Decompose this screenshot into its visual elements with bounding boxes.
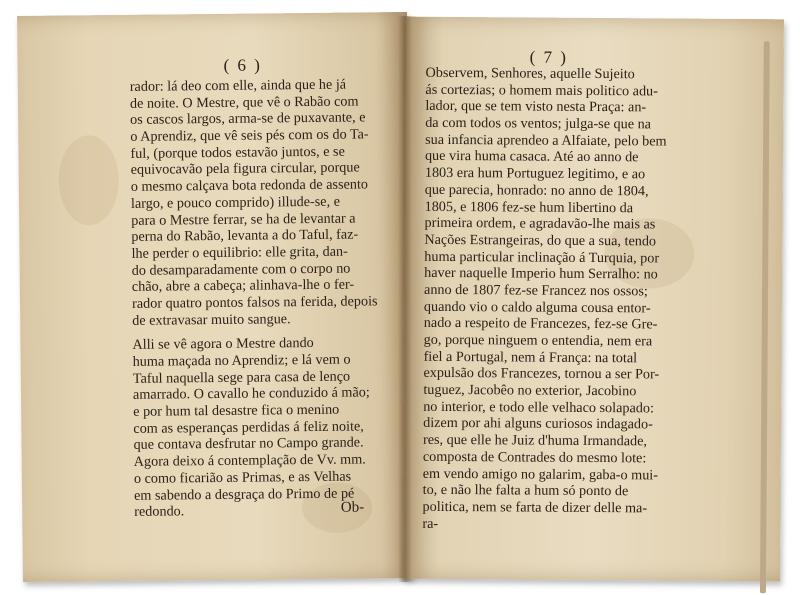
text-line: haver naquelle Imperio hum Serralho: no (424, 265, 658, 283)
text-line: o mesmo calçava bota redonda de assento (130, 176, 369, 195)
text-line: fiel a Portugal, nem á França: na total (423, 348, 638, 366)
text-line: composta de Contrades do mesmo lote: (422, 448, 647, 467)
text-line: com as esperanças perdidas á feliz noite, (133, 418, 364, 437)
text-line: os cascos largos, arma-se de puxavante, e (130, 109, 366, 129)
text-line: largo, e pouco comprido) illude-se, e (130, 193, 341, 212)
text-line: 1805, e 1806 fez-se hum libertino da (424, 198, 634, 216)
text-line: expulsão dos Francezes, tornou a ser Por- (423, 365, 660, 383)
text-line: o Aprendiz, que vê seis pés com os do Ta- (130, 126, 369, 145)
text-line: to, e não lhe falta a hum só ponto de (422, 482, 629, 500)
text-line: redondo. (134, 503, 185, 521)
left-page (17, 12, 413, 582)
right-page-text (422, 65, 677, 534)
text-line: amarrado. O cavallo he conduzido á mão; (132, 384, 370, 404)
text-line: e por hum tal desastre fica o menino (133, 401, 340, 420)
text-line: res, que elle he Juiz d'huma Irmandade, (422, 431, 648, 450)
text-line: Observem, Senhores, aquelle Sujeito (425, 64, 635, 83)
text-line: em vendo amigo no galarim, gaba-o mui- (422, 465, 659, 483)
right-page-number: ( 7 ) (529, 47, 569, 67)
text-line: de extravasar muito sangue. (132, 310, 291, 329)
text-line: o como ficarião as Primas, e as Velhas (133, 468, 352, 487)
text-line: lhe perder o equilibrio: elle grita, dan- (131, 243, 348, 262)
text-line: perna do Rabão, levanta a do Taful, faz- (131, 226, 359, 246)
left-page-text (130, 76, 387, 520)
text-line: rador: lá deo com elle, ainda que he já (129, 76, 347, 95)
page-edge (760, 41, 770, 593)
text-line: go, porque ninguem o entendia, nem era (423, 331, 653, 350)
text-line: de noite. O Mestre, que vê o Rabão com (129, 93, 359, 112)
catchword: Ob- (340, 499, 365, 516)
text-line: do desamparadamente com o corpo no (131, 260, 351, 279)
text-line: lador, que se tem visto nesta Praça: an- (425, 98, 647, 116)
right-page (402, 17, 784, 582)
text-line: sua infancia aprendeo a Alfaiate, pelo bem (425, 131, 667, 150)
left-page-number: ( 6 ) (223, 55, 263, 75)
text-line: huma maçada no Aprendiz; e lá vem o (132, 351, 351, 370)
text-line: quando vio o caldo alguma cousa entor- (423, 298, 651, 317)
text-line: no interior, e todo elle velhaco solapado: (423, 398, 654, 417)
text-line: chão, abre a cabeça; alinhava-lhe o fer- (131, 276, 355, 296)
text-line: 1803 era hum Portuguez legitimo, e ao (424, 164, 646, 183)
text-line: primeira ordem, e agradavão-lhe mais as (424, 215, 656, 233)
text-line: ás cortezias; o homem mais politico adu- (425, 81, 658, 100)
text-line: para o Mestre ferrar, se ha de levantar a (131, 210, 356, 229)
text-line: que parecia, honrado: no anno de 1804, (424, 181, 649, 200)
text-line: Agora deixo á contemplação de Vv. mm. (133, 451, 366, 470)
book-gutter (398, 16, 412, 582)
text-line: que contava desfrutar no Campo grande. (133, 434, 364, 454)
text-line: em sabendo a desgraça do Primo de pé (133, 485, 355, 504)
text-line: anno de 1807 fez-se Francez nos ossos; (424, 281, 648, 300)
text-line: equivocavão pela figura circular, porque (130, 159, 360, 179)
text-line: Alli se vê agora o Mestre dando (132, 335, 314, 354)
text-line: da com todos os ventos; julga-se que na (425, 114, 652, 133)
text-line: rador quatro pontos falsos na ferida, depois (131, 293, 378, 312)
text-line: huma particular inclinação á Turquia, por (424, 248, 660, 267)
text-line: nado a respeito de Francezes, fez-se Gre- (423, 315, 658, 333)
text-line: politica, nem se farta de dizer delle ma- (422, 498, 648, 517)
text-line: que vira huma casaca. Até ao anno de (424, 148, 639, 166)
text-line: tuguez, Jacobêo no exterior, Jacobino (423, 381, 637, 400)
text-line: Nações Estrangeiras, do que a sua, tendo (424, 231, 657, 250)
text-line: ra- (422, 515, 439, 532)
text-line: Taful naquella sege para casa de lenço (132, 368, 351, 387)
text-line: ful, (porque todos estavão juntos, e se (130, 143, 345, 162)
text-line: dizem por ahi alguns curiosos indagado- (423, 415, 653, 433)
paper-stain (58, 135, 119, 226)
